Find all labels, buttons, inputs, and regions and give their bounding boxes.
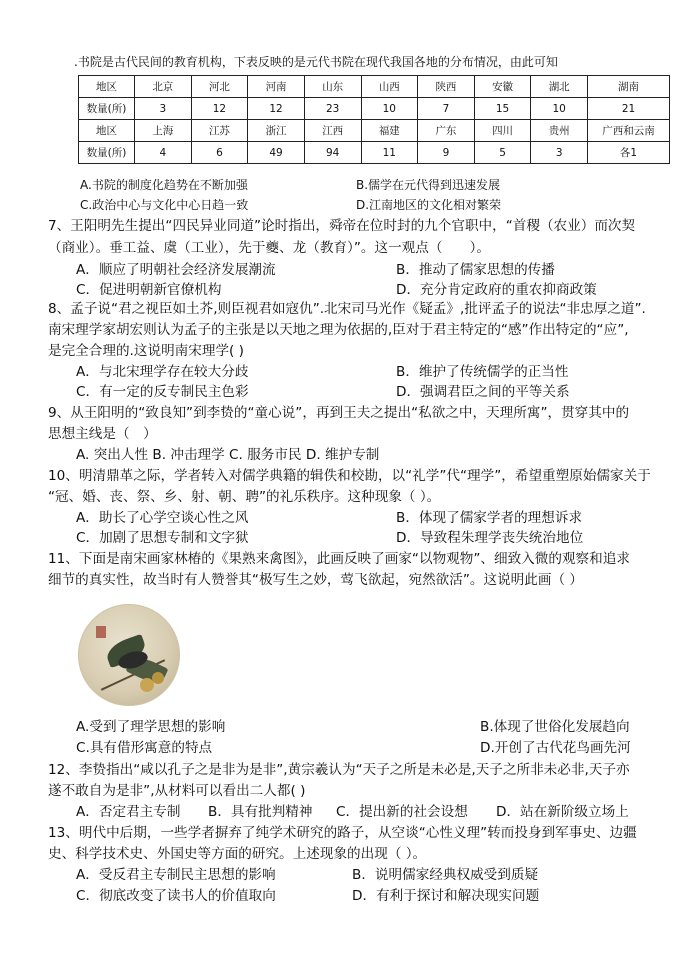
table-cell: 陕西 — [418, 76, 475, 98]
q13-option-a: A．受反君主专制民主思想的影响 — [76, 867, 276, 883]
table-row — [79, 120, 670, 142]
q7-option-a: A．顺应了明朝社会经济发展潮流 — [76, 262, 276, 278]
q12-line1: 12、李贽指出“咸以孔子之是非为是非”,黄宗羲认为“天子之所是未必是,天子之所非未必非,天子亦 — [48, 762, 630, 778]
table-cell: 江西 — [304, 120, 361, 142]
table-cell: 9 — [418, 142, 475, 164]
q12-option-c: C．提出新的社会设想 — [336, 804, 468, 820]
q13-line1: 13、明代中后期，一些学者摒弃了纯学术研究的路子，从空谈“心性义理”转而投身到军事史、边疆 — [48, 825, 637, 841]
q10-option-d: D．导致程朱理学丧失统治地位 — [396, 530, 584, 546]
table-cell: 地区 — [79, 76, 135, 98]
table-cell: 浙江 — [248, 120, 305, 142]
q12-option-b: B．具有批判精神 — [208, 804, 313, 820]
q7-option-d: D．充分肯定政府的重农抑商政策 — [396, 282, 597, 298]
q7-line1: 7、王阳明先生提出“四民异业同道”论时指出，舜帝在位时封的九个官职中，“首稷（农业）而次契 — [48, 218, 636, 234]
table-cell: 11 — [361, 142, 418, 164]
q8-option-c: C．有一定的反专制民主色彩 — [76, 384, 249, 400]
q13-option-d: D．有利于探讨和解决现实问题 — [352, 888, 540, 904]
q8-option-d: D．强调君臣之间的平等关系 — [396, 384, 570, 400]
table-cell: 10 — [531, 98, 588, 120]
table-cell: 地区 — [79, 120, 135, 142]
q9-line2: 思想主线是（ ） — [48, 426, 157, 442]
table-cell: 5 — [474, 142, 531, 164]
table-cell: 15 — [474, 98, 531, 120]
table-cell: 江苏 — [191, 120, 248, 142]
table-cell: 河南 — [248, 76, 305, 98]
q11-option-c: C.具有借形寓意的特点 — [76, 740, 213, 756]
q6-option-d: D.江南地区的文化相对繁荣 — [356, 198, 502, 212]
table-row — [79, 76, 670, 98]
q6-option-c: C.政治中心与文化中心日趋一致 — [80, 198, 249, 212]
table-cell: 4 — [135, 142, 192, 164]
table-cell: 12 — [248, 98, 305, 120]
q8-option-a: A．与北宋理学存在较大分歧 — [76, 364, 249, 380]
q7-line2: （商业）。垂工益、虞（工业），先于夔、龙（教育）”。这一观点（ ）。 — [48, 240, 491, 256]
q10-line1: 10、明清鼎革之际，学者转入对儒学典籍的辑佚和校勘，以“礼学”代“理学”，希望重塑原始儒家关于 — [48, 468, 651, 484]
table-cell: 7 — [418, 98, 475, 120]
q11-line2: 细节的真实性，故当时有人赞誉其“极写生之妙，莺飞欲起，宛然欲活”。这说明此画（ ） — [48, 572, 583, 588]
q11-option-b: B.体现了世俗化发展趋向 — [480, 719, 630, 735]
table-cell: 3 — [531, 142, 588, 164]
table-cell: 湖北 — [531, 76, 588, 98]
q9-options: A. 突出人性 B. 冲击理学 C. 服务市民 D. 维护专制 — [76, 447, 380, 463]
table-cell: 四川 — [474, 120, 531, 142]
q11-option-a: A.受到了理学思想的影响 — [76, 719, 226, 735]
table-cell: 河北 — [191, 76, 248, 98]
q8-option-b: B．维护了传统儒学的正当性 — [396, 364, 569, 380]
q10-option-a: A．助长了心学空谈心性之风 — [76, 510, 249, 526]
table-cell: 3 — [135, 98, 192, 120]
table-cell: 49 — [248, 142, 305, 164]
q11-line1: 11、下面是南宋画家林椿的《果熟来禽图》，此画反映了画家“以物观物”、细致入微的观察和追求 — [48, 551, 630, 567]
table-cell: 福建 — [361, 120, 418, 142]
q11-option-d: D.开创了古代花鸟画先河 — [480, 740, 631, 756]
table-cell: 各1 — [588, 142, 670, 164]
q8-line1: 8、孟子说“君之视臣如土芥,则臣视君如寇仇”.北宋司马光作《疑孟》,批评孟子的说法“非忠厚之道”. — [48, 301, 646, 317]
q10-option-b: B．体现了儒家学者的理想诉求 — [396, 510, 583, 526]
q13-line2: 史、科学技术史、外国史等方面的研究。上述现象的出现（ ）。 — [48, 846, 427, 862]
q6-option-a: A.书院的制度化趋势在不断加强 — [80, 178, 248, 192]
q8-line3: 是完全合理的.这说明南宋理学( ) — [48, 343, 244, 359]
q6-table — [78, 75, 670, 164]
table-cell: 数量(所) — [79, 98, 135, 120]
q9-line1: 9、从王阳明的“致良知”到李贽的“童心说”，再到王夫之提出“私欲之中，天理所寓”，贯穿其中的 — [48, 405, 630, 421]
table-row — [79, 98, 670, 120]
q7-option-c: C．促进明朝新官僚机构 — [76, 282, 222, 298]
q13-option-b: B．说明儒家经典权威受到质疑 — [352, 867, 539, 883]
table-cell: 湖南 — [588, 76, 670, 98]
table-cell: 12 — [191, 98, 248, 120]
table-cell: 广西和云南 — [588, 120, 670, 142]
table-cell: 数量(所) — [79, 142, 135, 164]
fruit-bird-painting — [78, 604, 180, 706]
q13-option-c: C．彻底改变了读书人的价值取向 — [76, 888, 276, 904]
table-cell: 广东 — [418, 120, 475, 142]
q12-line2: 遂不敢自为是非”,从材料可以看出二人都( ) — [48, 783, 306, 799]
q6-option-b: B.儒学在元代得到迅速发展 — [356, 178, 501, 192]
q7-option-b: B．推动了儒家思想的传播 — [396, 262, 555, 278]
table-cell: 安徽 — [474, 76, 531, 98]
table-cell: 94 — [304, 142, 361, 164]
q12-option-a: A．否定君主专制 — [76, 804, 181, 820]
table-cell: 21 — [588, 98, 670, 120]
table-cell: 6 — [191, 142, 248, 164]
q8-line2: 南宋理学家胡宏则认为孟子的主张是以天地之理为依据的,臣对于君主特定的“感”作出特定的“应”, — [48, 322, 629, 338]
table-cell: 山东 — [304, 76, 361, 98]
q12-option-d: D．站在新阶级立场上 — [496, 804, 629, 820]
table-cell: 山西 — [361, 76, 418, 98]
table-cell: 上海 — [135, 120, 192, 142]
q10-option-c: C．加剧了思想专制和文字狱 — [76, 530, 249, 546]
table-cell: 10 — [361, 98, 418, 120]
table-row — [79, 142, 670, 164]
table-cell: 23 — [304, 98, 361, 120]
table-cell: 北京 — [135, 76, 192, 98]
table-cell: 贵州 — [531, 120, 588, 142]
q10-line2: “冠、婚、丧、祭、乡、射、朝、聘”的礼乐秩序。这种现象（ ）。 — [48, 489, 441, 505]
q6-stem: .书院是古代民间的教育机构，下表反映的是元代书院在现代我国各地的分布情况，由此可知 — [74, 55, 558, 69]
